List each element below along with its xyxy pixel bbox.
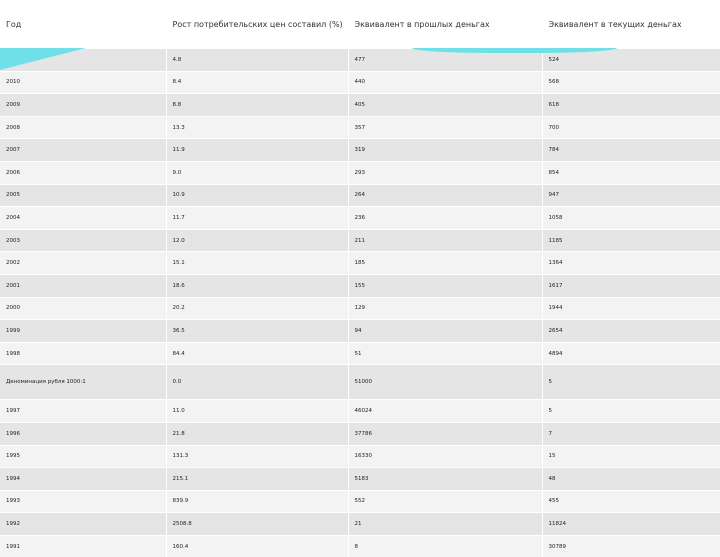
header-year: Год: [0, 0, 166, 49]
cell-current-money: 30789: [542, 535, 720, 557]
cell-cpi-growth: 9.0: [166, 161, 348, 184]
table-row: [0, 184, 720, 207]
cell-past-money: 477: [348, 49, 542, 72]
table-row: [0, 49, 720, 72]
cell-year: Деноминация рубля 1000:1: [0, 365, 166, 400]
table-row: [0, 490, 720, 513]
cell-year: 2008: [0, 116, 166, 139]
table-row: [0, 207, 720, 230]
cell-cpi-growth: 131.3: [166, 445, 348, 468]
cell-cpi-growth: 839.9: [166, 490, 348, 513]
header-past-money: Эквивалент в прошлых деньгах: [348, 0, 542, 49]
table-row: [0, 116, 720, 139]
cell-cpi-growth: 20.2: [166, 297, 348, 320]
cell-current-money: 1944: [542, 297, 720, 320]
cell-cpi-growth: 215.1: [166, 468, 348, 491]
cell-past-money: 405: [348, 94, 542, 117]
table-row: [0, 513, 720, 536]
cell-past-money: 51000: [348, 365, 542, 400]
table-row: [0, 320, 720, 343]
cell-past-money: 552: [348, 490, 542, 513]
cell-cpi-growth: 160.4: [166, 535, 348, 557]
cell-year: 2011: [0, 49, 166, 72]
cell-past-money: 440: [348, 71, 542, 94]
cell-current-money: 854: [542, 161, 720, 184]
cell-cpi-growth: 36.5: [166, 320, 348, 343]
cell-year: 2007: [0, 139, 166, 162]
table-row: [0, 342, 720, 365]
cell-current-money: 2654: [542, 320, 720, 343]
cell-past-money: 16330: [348, 445, 542, 468]
cell-cpi-growth: 11.0: [166, 400, 348, 423]
cell-current-money: 5: [542, 365, 720, 400]
table-header-row: [0, 0, 720, 49]
cell-current-money: 455: [542, 490, 720, 513]
cell-past-money: 211: [348, 229, 542, 252]
cell-year: 2000: [0, 297, 166, 320]
cell-past-money: 37786: [348, 422, 542, 445]
header-cpi-growth: Рост потребительских цен составил (%): [166, 0, 348, 49]
cell-current-money: 1058: [542, 207, 720, 230]
cell-current-money: 618: [542, 94, 720, 117]
table-row: [0, 297, 720, 320]
cell-cpi-growth: 84.4: [166, 342, 348, 365]
table-row: [0, 71, 720, 94]
cell-past-money: 51: [348, 342, 542, 365]
cell-cpi-growth: 21.8: [166, 422, 348, 445]
cell-cpi-growth: 8.4: [166, 71, 348, 94]
table-row: [0, 468, 720, 491]
cell-year: 2004: [0, 207, 166, 230]
cell-year: 1997: [0, 400, 166, 423]
table-row: [0, 139, 720, 162]
cell-year: 1991: [0, 535, 166, 557]
cell-past-money: 94: [348, 320, 542, 343]
cell-past-money: 129: [348, 297, 542, 320]
cell-past-money: 155: [348, 274, 542, 297]
cell-current-money: 11824: [542, 513, 720, 536]
cell-year: 1994: [0, 468, 166, 491]
cell-past-money: 185: [348, 252, 542, 275]
cell-cpi-growth: 2508.8: [166, 513, 348, 536]
table-row: [0, 422, 720, 445]
table-row: [0, 445, 720, 468]
cell-current-money: 4894: [542, 342, 720, 365]
cell-cpi-growth: 4.8: [166, 49, 348, 72]
cell-past-money: 319: [348, 139, 542, 162]
cell-current-money: 524: [542, 49, 720, 72]
cell-cpi-growth: 12.0: [166, 229, 348, 252]
cell-year: 2001: [0, 274, 166, 297]
cell-cpi-growth: 11.7: [166, 207, 348, 230]
table-row: [0, 229, 720, 252]
cell-past-money: 293: [348, 161, 542, 184]
cell-past-money: 46024: [348, 400, 542, 423]
cell-year: 1992: [0, 513, 166, 536]
cell-current-money: 568: [542, 71, 720, 94]
cell-past-money: 236: [348, 207, 542, 230]
cell-year: 1993: [0, 490, 166, 513]
cell-cpi-growth: 0.0: [166, 365, 348, 400]
cell-year: 2010: [0, 71, 166, 94]
cell-cpi-growth: 11.9: [166, 139, 348, 162]
cell-past-money: 357: [348, 116, 542, 139]
cell-past-money: 5183: [348, 468, 542, 491]
cell-current-money: 1364: [542, 252, 720, 275]
cell-year: 1999: [0, 320, 166, 343]
cell-cpi-growth: 13.3: [166, 116, 348, 139]
cell-year: 1998: [0, 342, 166, 365]
cell-cpi-growth: 18.6: [166, 274, 348, 297]
cell-current-money: 1617: [542, 274, 720, 297]
cell-past-money: 21: [348, 513, 542, 536]
cell-year: 2002: [0, 252, 166, 275]
cell-year: 1996: [0, 422, 166, 445]
cell-past-money: 264: [348, 184, 542, 207]
cell-current-money: 48: [542, 468, 720, 491]
cell-current-money: 1185: [542, 229, 720, 252]
cell-current-money: 784: [542, 139, 720, 162]
cell-year: 2009: [0, 94, 166, 117]
table-row: [0, 274, 720, 297]
cell-year: 2005: [0, 184, 166, 207]
cell-cpi-growth: 15.1: [166, 252, 348, 275]
table-row-denomination: [0, 365, 720, 400]
cell-current-money: 7: [542, 422, 720, 445]
cell-year: 2003: [0, 229, 166, 252]
header-current-money: Эквивалент в текущих деньгах: [542, 0, 720, 49]
cell-current-money: 700: [542, 116, 720, 139]
table-row: [0, 94, 720, 117]
cell-current-money: 15: [542, 445, 720, 468]
decorative-accent-left: [0, 48, 86, 70]
cell-cpi-growth: 8.8: [166, 94, 348, 117]
cell-current-money: 5: [542, 400, 720, 423]
table-row: [0, 535, 720, 557]
table-row: [0, 161, 720, 184]
cell-year: 2006: [0, 161, 166, 184]
table-row: [0, 400, 720, 423]
cell-past-money: 8: [348, 535, 542, 557]
table-row: [0, 252, 720, 275]
cell-cpi-growth: 10.9: [166, 184, 348, 207]
cell-current-money: 947: [542, 184, 720, 207]
cell-year: 1995: [0, 445, 166, 468]
